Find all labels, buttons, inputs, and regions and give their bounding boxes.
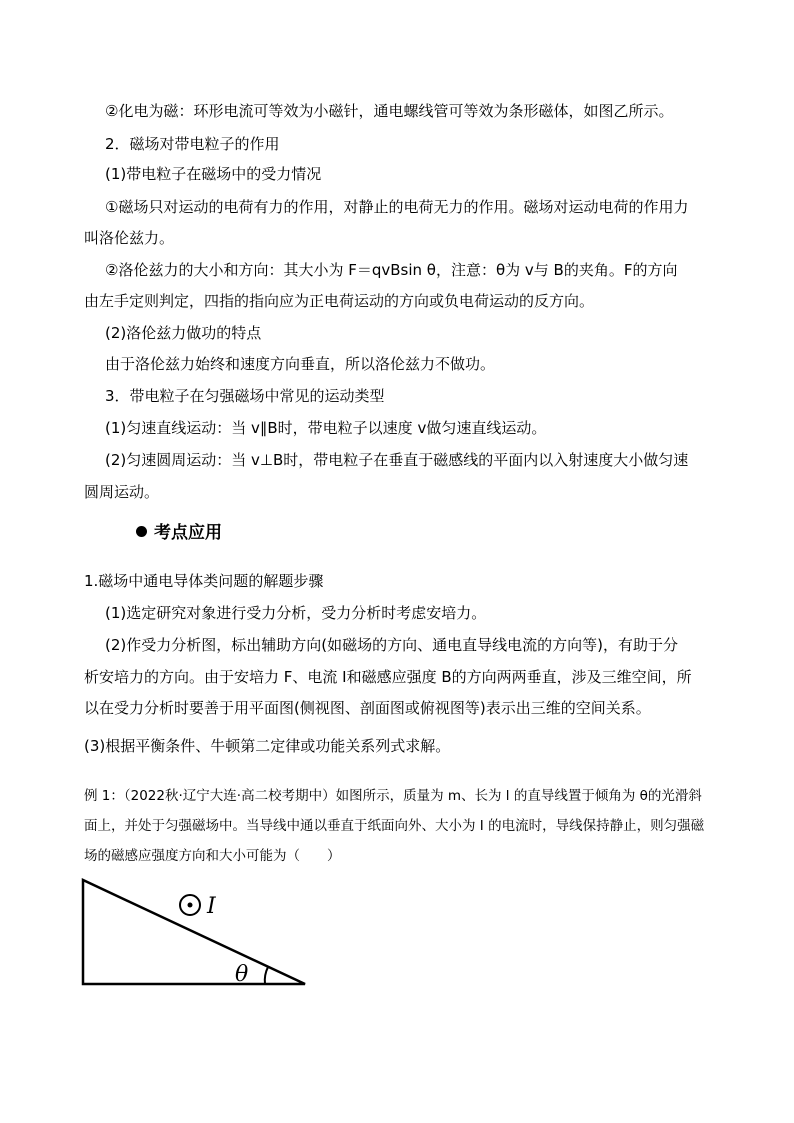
paragraph-line: (1)选定研究对象进行受力分析，受力分析时考虑安培力。 (105, 604, 487, 622)
section-heading (136, 518, 222, 543)
current-dot (188, 903, 193, 908)
angle-arc (265, 967, 268, 984)
paragraph-line: (1)带电粒子在磁场中的受力情况 (105, 165, 322, 183)
paragraph-line: 1.磁场中通电导体类问题的解题步骤 (84, 572, 324, 590)
paragraph-line: 由左手定则判定，四指的指向应为正电荷运动的方向或负电荷运动的反方向。 (84, 292, 595, 310)
paragraph-line: 圆周运动。 (84, 483, 160, 501)
subsection-title: 2．磁场对带电粒子的作用 (105, 135, 280, 153)
paragraph-line: (2)洛伦兹力做功的特点 (105, 324, 262, 342)
paragraph-line: 以在受力分析时要善于用平面图(侧视图、剖面图或俯视图等)表示出三维的空间关系。 (84, 699, 651, 717)
section-heading-text: 考点应用 (154, 523, 222, 543)
example-line: 场的磁感应强度方向和大小可能为（ ） (84, 848, 341, 864)
paragraph-line: 叫洛伦兹力。 (84, 229, 175, 247)
incline-figure (75, 872, 315, 992)
bullet-dot-icon (136, 526, 147, 537)
angle-label: θ (235, 962, 249, 987)
paragraph-line: 由于洛伦兹力始终和速度方向垂直，所以洛伦兹力不做功。 (105, 355, 496, 373)
paragraph-line: (1)匀速直线运动：当 v∥B时，带电粒子以速度 v做匀速直线运动。 (105, 419, 547, 437)
paragraph-line: (3)根据平衡条件、牛顿第二定律或功能关系列式求解。 (84, 737, 451, 755)
example-line: 面上，并处于匀强磁场中。当导线中通以垂直于纸面向外、大小为 I 的电流时，导线保持静止，则匀强磁 (84, 818, 705, 834)
paragraph-line: ①磁场只对运动的电荷有力的作用，对静止的电荷无力的作用。磁场对运动电荷的作用力 (105, 198, 689, 216)
current-label: I (207, 894, 216, 919)
paragraph-line: (2)匀速圆周运动：当 v⊥B时，带电粒子在垂直于磁感线的平面内以入射速度大小做匀速 (105, 451, 689, 469)
paragraph-line: 析安培力的方向。由于安培力 F、电流 I和磁感应强度 B的方向两两垂直，涉及三维空间，所 (84, 668, 692, 686)
paragraph-line: ②化电为磁：环形电流可等效为小磁针，通电螺线管可等效为条形磁体，如图乙所示。 (105, 102, 674, 120)
paragraph-line: ②洛伦兹力的大小和方向：其大小为 F＝qvBsin θ，注意：θ为 v与 B的夹角。F的方向 (105, 261, 678, 279)
example-line: 例 1：（2022秋·辽宁大连·高二校考期中）如图所示，质量为 m、长为 l 的直导线置于倾角为 θ的光滑斜 (84, 788, 702, 804)
paragraph-line: (2)作受力分析图，标出辅助方向(如磁场的方向、通电直导线电流的方向等)，有助于分 (105, 636, 678, 654)
subsection-title: 3．带电粒子在匀强磁场中常见的运动类型 (105, 387, 385, 405)
